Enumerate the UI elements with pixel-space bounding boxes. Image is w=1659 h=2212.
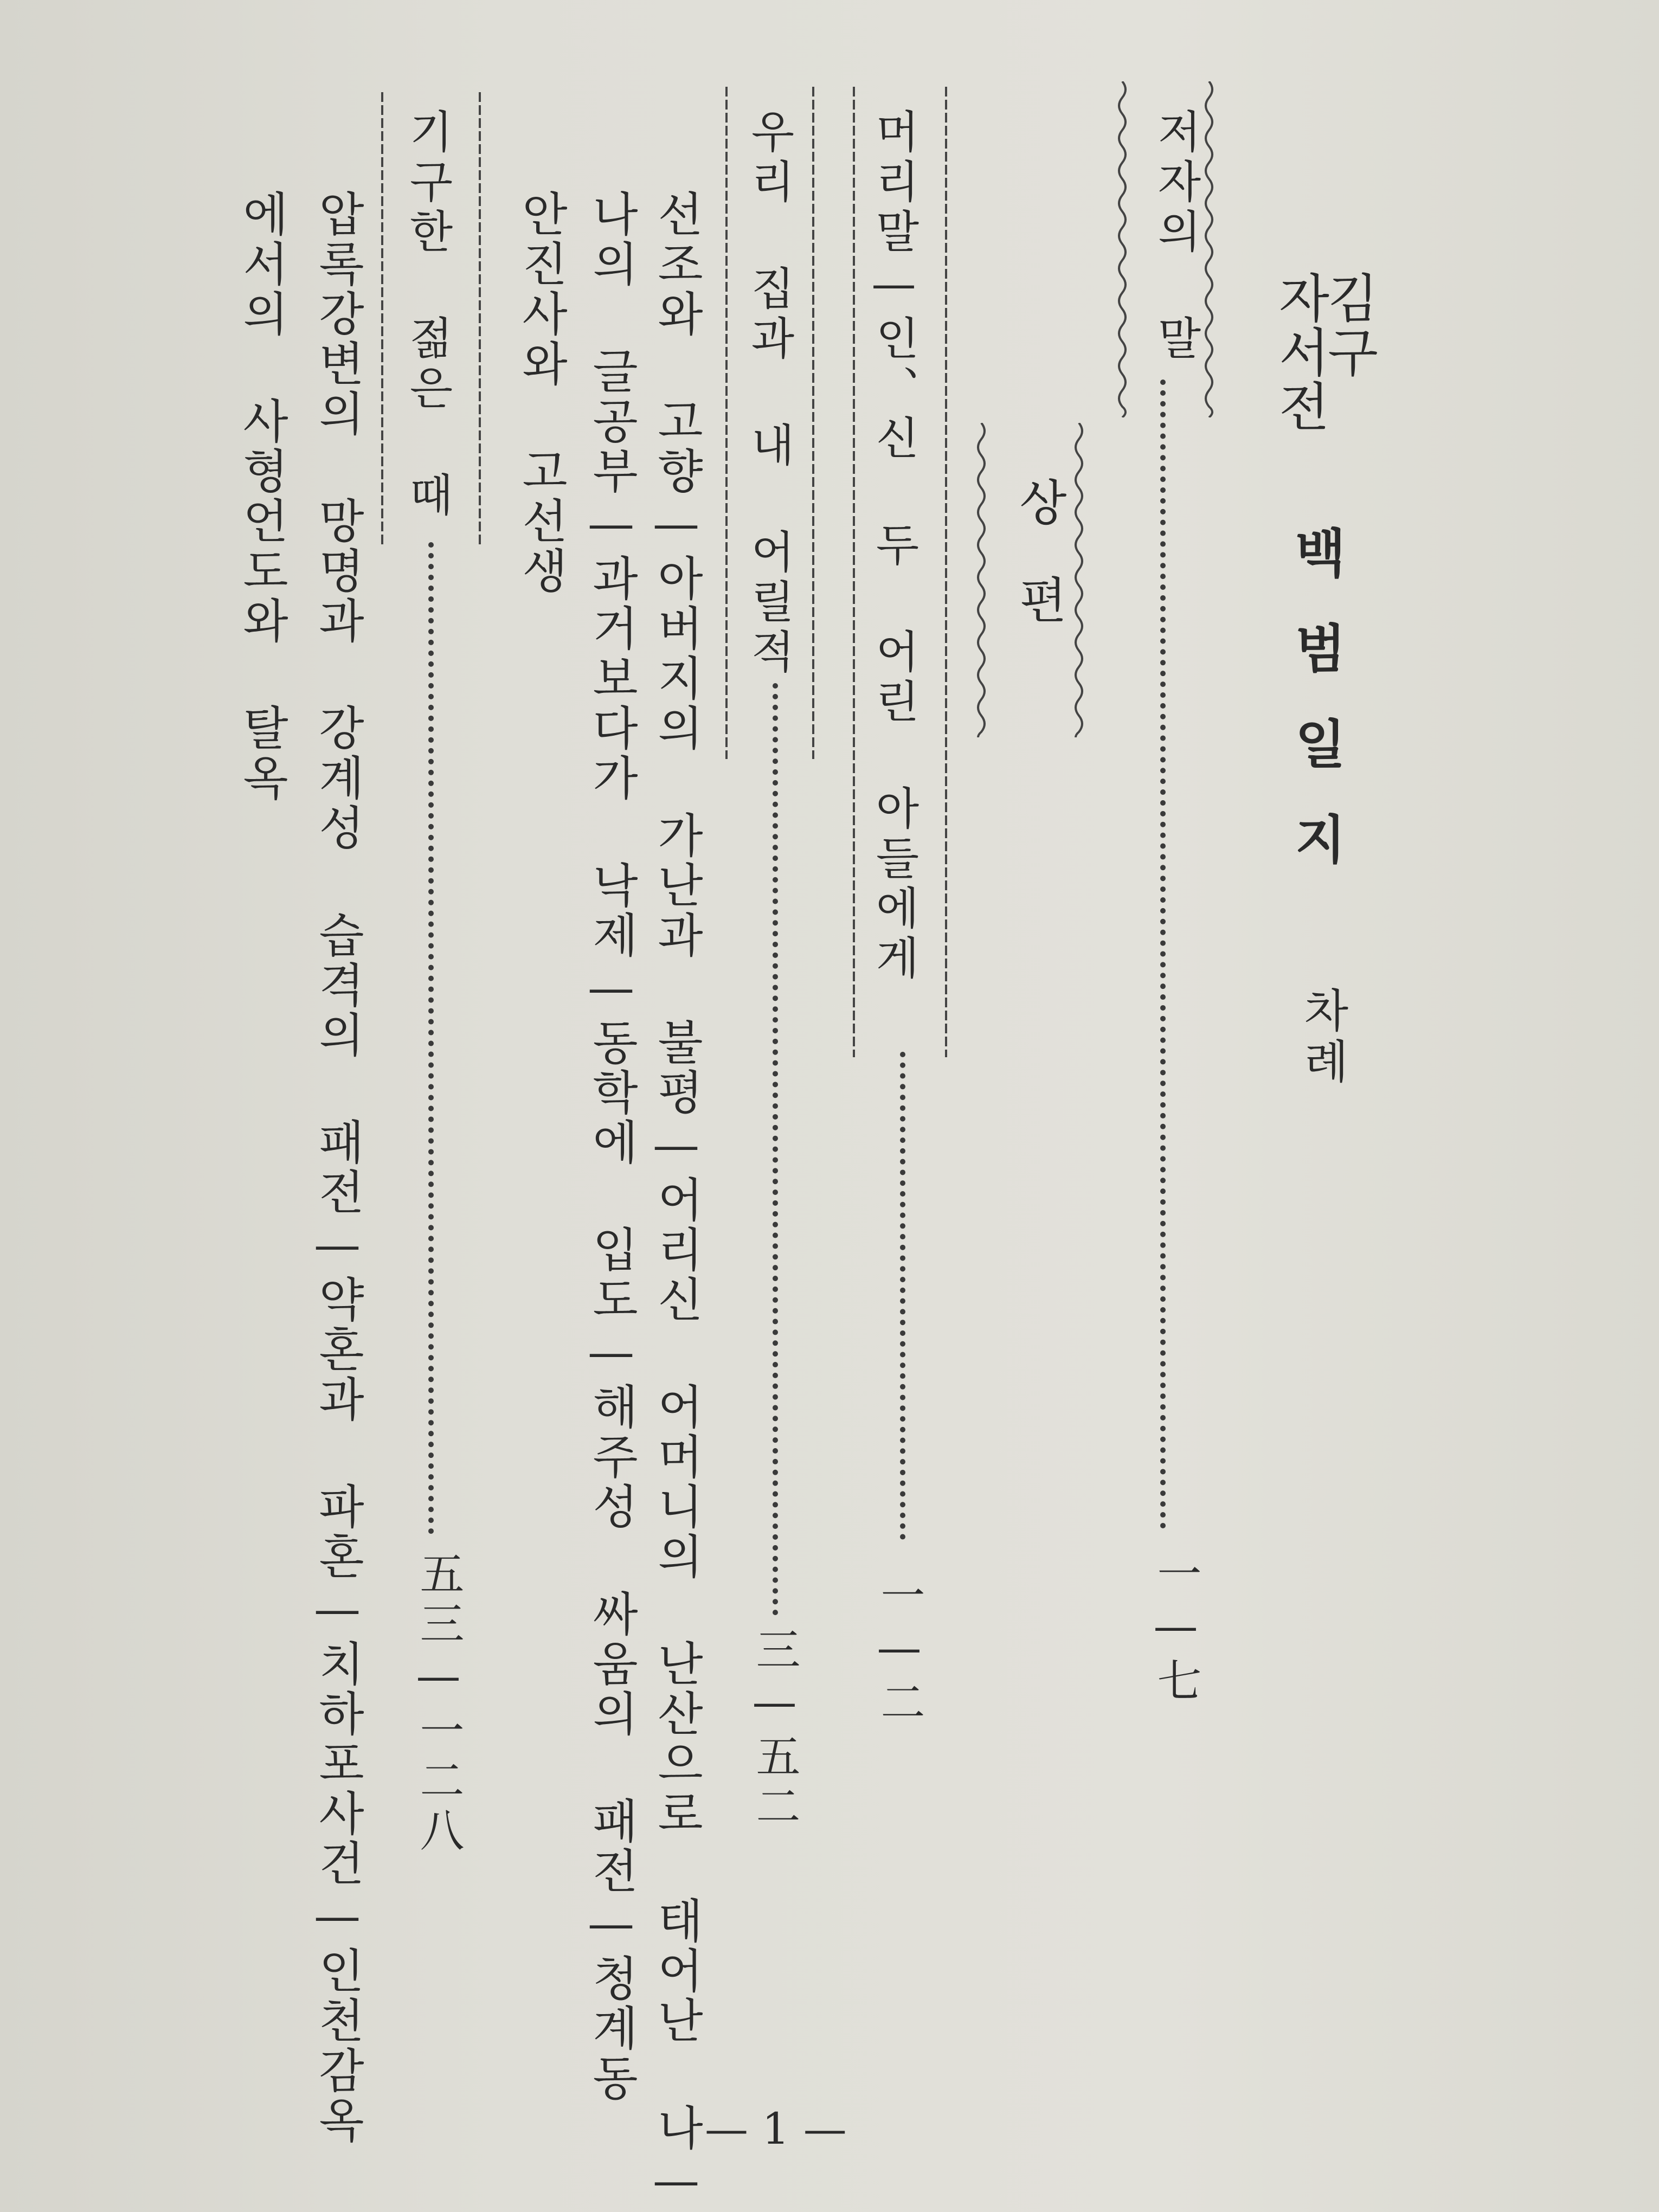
book-subtitle: 자서전	[1270, 271, 1330, 434]
page-ref-preface: 一—二	[873, 1572, 925, 1729]
book-title: 백범일지	[1286, 526, 1347, 908]
wave-divider-5	[938, 87, 954, 1057]
page-ref-chapter-1: 三—五二	[749, 1626, 800, 1833]
toc-chapter-1-item-1: 선조와 고향—아버지의 가난과 불평—어리신 어머니의 난산으로 태어난 나—	[649, 190, 703, 2211]
page-ref-authors-note: 一—七	[1150, 1551, 1201, 1707]
wave-divider-2	[1114, 81, 1130, 417]
toc-authors-note: 저자의 말	[1150, 108, 1201, 365]
leader-dots-preface	[900, 1052, 905, 1540]
leader-dots-chapter-2	[428, 542, 434, 1534]
wave-divider-9	[472, 92, 488, 548]
wave-divider-10	[374, 92, 390, 548]
author-name: 김구	[1319, 271, 1379, 380]
toc-chapter-2: 기구한 젊은 때	[402, 108, 453, 522]
part-label: 상편	[1010, 477, 1067, 672]
toc-label: 차례	[1296, 987, 1349, 1089]
wave-divider-8	[718, 87, 735, 759]
wave-divider-7	[805, 87, 821, 759]
toc-chapter-1-item-2: 나의 글공부—과거보다가 낙제—동학에 입도—해주성 싸움의 패전—청계동	[584, 190, 638, 2104]
leader-dots-chapter-1	[773, 683, 778, 1616]
toc-chapter-2-item-1: 압록강변의 망명과 강계성 습격의 패전—약혼과 파혼—치하포사건—인천감옥	[310, 190, 364, 2146]
leader-dots-authors-note	[1160, 380, 1166, 1529]
toc-preface: 머리말—인、신 두 어린 아들에게	[868, 108, 919, 985]
toc-chapter-1: 우리 집과 내 어릴적	[743, 108, 795, 678]
toc-chapter-1-item-3: 안진사와 고선생	[513, 190, 568, 596]
wave-divider-4	[973, 423, 989, 737]
wave-divider-6	[846, 87, 862, 1057]
page-ref-chapter-2: 五三—一二八	[413, 1551, 464, 1857]
page-number: — 1 —	[705, 2104, 847, 2154]
toc-chapter-2-item-2: 에서의 사형언도와 탈옥	[234, 190, 288, 803]
